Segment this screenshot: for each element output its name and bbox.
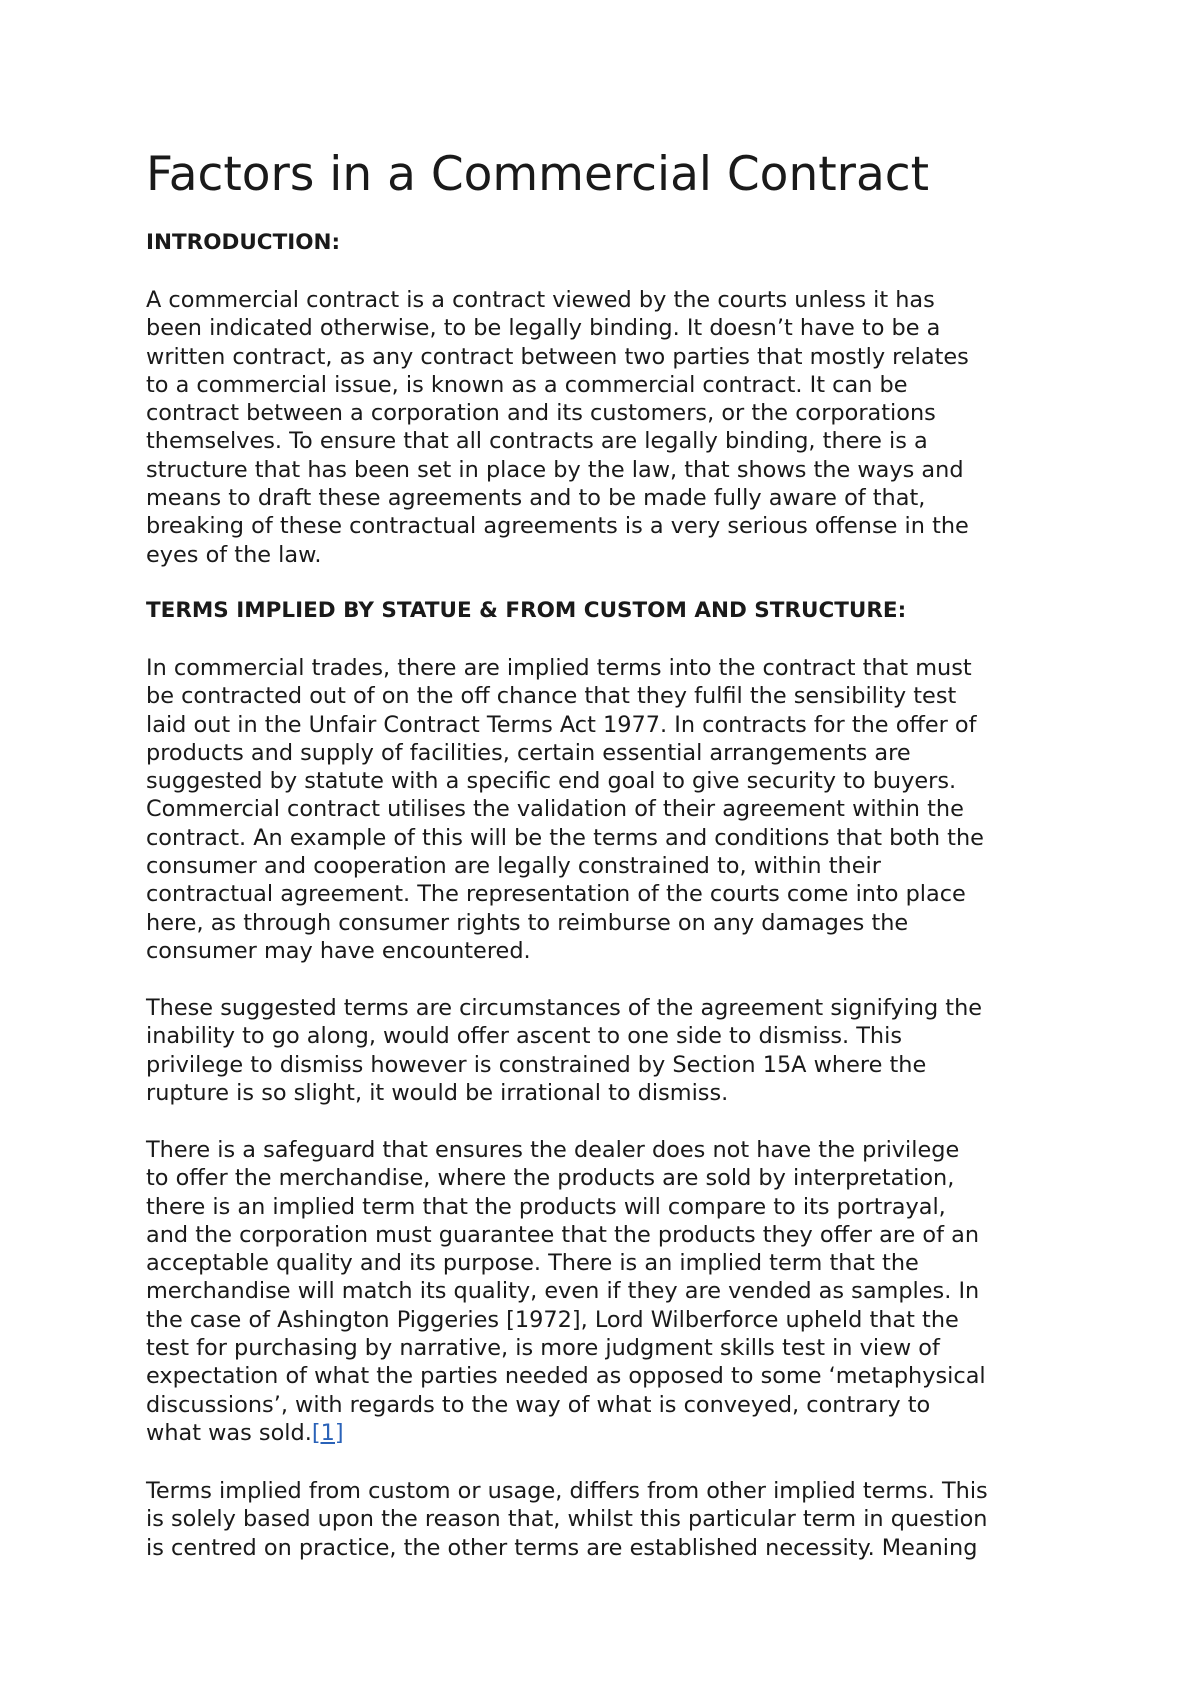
paragraph-line: discussions’, with regards to the way of what is conveyed, contrary to bbox=[146, 1391, 931, 1418]
paragraph-line: contract between a corporation and its customers, or the corporations bbox=[146, 400, 936, 427]
paragraph-line: suggested by statute with a specific end goal to give security to buyers. bbox=[146, 768, 957, 795]
paragraph-line: eyes of the law. bbox=[146, 541, 322, 568]
paragraph-line: be contracted out of on the off chance that they fulfil the sensibility test bbox=[146, 683, 957, 710]
paragraph-line: to a commercial issue, is known as a commercial contract. It can be bbox=[146, 371, 908, 398]
paragraph-line: written contract, as any contract between two parties that mostly relates bbox=[146, 343, 969, 370]
paragraph-line-text: what was sold. bbox=[146, 1419, 312, 1446]
paragraph-line: There is a safeguard that ensures the dealer does not have the privilege bbox=[146, 1137, 960, 1163]
paragraph-line: there is an implied term that the products will compare to its portrayal, bbox=[146, 1193, 946, 1220]
paragraph-line: These suggested terms are circumstances of the agreement signifying the bbox=[146, 995, 983, 1021]
paragraph-line: Commercial contract utilises the validation of their agreement within the bbox=[146, 796, 964, 823]
section-heading-terms-implied: TERMS IMPLIED BY STATUE & FROM CUSTOM AND STRUCTURE: bbox=[146, 598, 907, 623]
introduction-paragraph bbox=[146, 286, 969, 569]
section-heading-introduction: INTRODUCTION: bbox=[146, 230, 341, 255]
terms-paragraph-3 bbox=[146, 1136, 986, 1447]
paragraph-line: here, as through consumer rights to reimburse on any damages the bbox=[146, 909, 909, 936]
paragraph-line: been indicated otherwise, to be legally binding. It doesn’t have to be a bbox=[146, 315, 941, 342]
paragraph-line: themselves. To ensure that all contracts are legally binding, there is a bbox=[146, 428, 928, 455]
paragraph-line: consumer and cooperation are legally constrained to, within their bbox=[146, 853, 881, 880]
footnote-link[interactable]: [1] bbox=[311, 1419, 344, 1446]
paragraph-line: acceptable quality and its purpose. There is an implied term that the bbox=[146, 1250, 919, 1277]
terms-paragraph-4 bbox=[146, 1477, 988, 1562]
paragraph-line: structure that has been set in place by the law, that shows the ways and bbox=[146, 456, 964, 483]
paragraph-last-line bbox=[146, 1419, 986, 1447]
terms-paragraph-2 bbox=[146, 994, 982, 1107]
paragraph-line: Terms implied from custom or usage, differs from other implied terms. This bbox=[146, 1478, 988, 1504]
paragraph-line: contractual agreement. The representation of the courts come into place bbox=[146, 881, 966, 908]
paragraph-line: is solely based upon the reason that, whilst this particular term in question bbox=[146, 1506, 988, 1533]
paragraph-line: means to draft these agreements and to be made fully aware of that, bbox=[146, 485, 926, 512]
terms-paragraph-1 bbox=[146, 654, 984, 965]
paragraph-line: the case of Ashington Piggeries [1972], Lord Wilberforce upheld that the bbox=[146, 1306, 959, 1333]
paragraph-line: is centred on practice, the other terms are established necessity. Meaning bbox=[146, 1534, 978, 1561]
paragraph-line: and the corporation must guarantee that the products they offer are of an bbox=[146, 1221, 980, 1248]
paragraph-line: privilege to dismiss however is constrained by Section 15A where the bbox=[146, 1051, 927, 1078]
paragraph-line: A commercial contract is a contract viewed by the courts unless it has bbox=[146, 287, 935, 313]
document-title: Factors in a Commercial Contract bbox=[146, 147, 930, 202]
paragraph-line: merchandise will match its quality, even if they are vended as samples. In bbox=[146, 1278, 980, 1305]
paragraph-line: to offer the merchandise, where the products are sold by interpretation, bbox=[146, 1165, 955, 1192]
paragraph-line: breaking of these contractual agreements is a very serious offense in the bbox=[146, 513, 969, 540]
paragraph-line: laid out in the Unfair Contract Terms Act 1977. In contracts for the offer of bbox=[146, 711, 977, 738]
paragraph-line: products and supply of facilities, certain essential arrangements are bbox=[146, 739, 911, 766]
paragraph-line: consumer may have encountered. bbox=[146, 937, 531, 964]
paragraph-line: inability to go along, would offer ascent to one side to dismiss. This bbox=[146, 1023, 903, 1050]
paragraph-line: contract. An example of this will be the terms and conditions that both the bbox=[146, 824, 984, 851]
paragraph-line: rupture is so slight, it would be irrational to dismiss. bbox=[146, 1079, 729, 1106]
paragraph-line: expectation of what the parties needed as opposed to some ‘metaphysical bbox=[146, 1363, 986, 1390]
paragraph-line: test for purchasing by narrative, is more judgment skills test in view of bbox=[146, 1335, 940, 1362]
paragraph-line: In commercial trades, there are implied terms into the contract that must bbox=[146, 655, 972, 681]
